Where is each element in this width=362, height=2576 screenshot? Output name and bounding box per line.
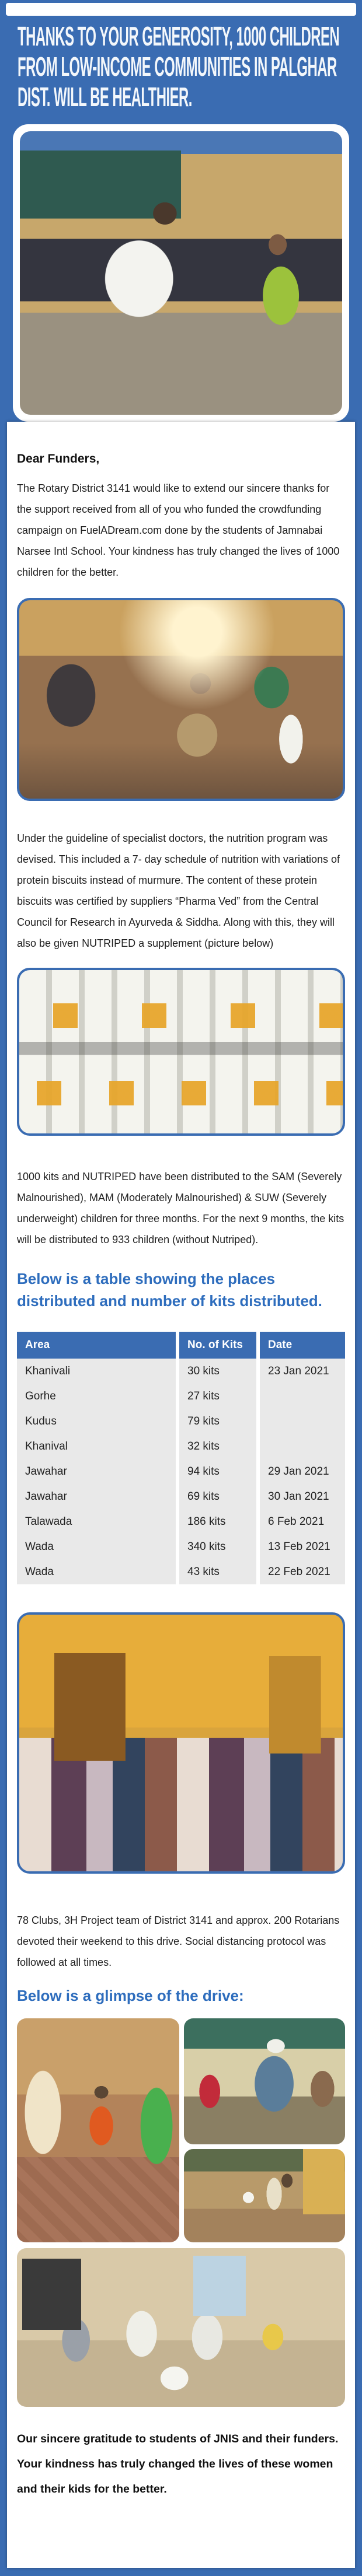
cell-area: Gorhe <box>17 1384 176 1409</box>
drive-photo-collage <box>17 2018 345 2242</box>
photo-rotarians-group <box>17 1612 345 1874</box>
cell-kits: 94 kits <box>179 1459 256 1484</box>
cell-kits: 69 kits <box>179 1484 256 1509</box>
table-row <box>17 1509 345 1534</box>
photo-volunteer-with-children <box>184 2018 345 2144</box>
table-section-heading: Below is a table showing the places distributed and number of kits distributed. <box>17 1270 322 1310</box>
cell-area: Jawahar <box>17 1459 176 1484</box>
cell-kits: 79 kits <box>179 1409 256 1434</box>
cell-kits: 30 kits <box>179 1359 256 1384</box>
cell-area: Talawada <box>17 1509 176 1534</box>
column-header-date: Date <box>260 1332 345 1359</box>
top-white-strip <box>6 3 356 16</box>
table-row <box>17 1459 345 1484</box>
cell-area: Jawahar <box>17 1484 176 1509</box>
cell-area: Kudus <box>17 1409 176 1434</box>
paragraph-nutrition-program: Under the guideline of specialist doctors, the nutrition program was devised. This included a 7- day schedule of nutrition with variations of protein biscuits instead of murmure. The content of these protein biscuits was certified by suppliers “Pharma Ved” from the Central Council for Research in Ayurveda & Siddha. Along with this, they will also be given NUTRIPED a supplement (picture below) <box>17 832 340 949</box>
closing-gratitude: Our sincere gratitude to students of JNIS and their funders. Your kindness has truly changed the lives of these women and their kids for the better. <box>17 2432 339 2496</box>
table-row <box>17 1384 345 1409</box>
cell-date: 6 Feb 2021 <box>260 1509 345 1534</box>
photo-nutriped-bottles <box>17 968 345 1136</box>
collage-right-column <box>184 2018 345 2242</box>
table-header-row <box>17 1332 345 1359</box>
headline-line-2: FROM LOW-INCOME COMMUNITIES IN PALGHAR <box>18 51 337 82</box>
table-row <box>17 1484 345 1509</box>
glimpse-heading: Below is a glimpse of the drive: <box>17 1987 244 2004</box>
cell-date: 13 Feb 2021 <box>260 1534 345 1559</box>
content-panel <box>7 422 355 2568</box>
headline-line-1: THANKS TO YOUR GENEROSITY, 1000 CHILDREN <box>18 21 340 51</box>
cell-area: Wada <box>17 1534 176 1559</box>
greeting: Dear Funders, <box>17 452 100 466</box>
cell-date: 22 Feb 2021 <box>260 1559 345 1584</box>
cell-kits: 43 kits <box>179 1559 256 1584</box>
cell-kits: 32 kits <box>179 1434 256 1459</box>
kits-distribution-table <box>17 1332 345 1584</box>
cell-area: Khanival <box>17 1434 176 1459</box>
cell-date <box>260 1384 345 1409</box>
column-header-area: Area <box>17 1332 176 1359</box>
cell-kits: 27 kits <box>179 1384 256 1409</box>
cell-date <box>260 1409 345 1434</box>
headline-line-3: DIST. WILL BE HEALTHIER. <box>18 82 192 112</box>
table-row <box>17 1559 345 1584</box>
cell-date: 23 Jan 2021 <box>260 1359 345 1384</box>
cell-date <box>260 1434 345 1459</box>
table-row <box>17 1434 345 1459</box>
cell-kits: 340 kits <box>179 1534 256 1559</box>
photo-child-weighing-scale <box>17 2018 179 2242</box>
column-header-kits: No. of Kits <box>179 1332 256 1359</box>
cell-area: Wada <box>17 1559 176 1584</box>
photo-children-gathering <box>17 598 345 801</box>
table-body <box>17 1359 345 1584</box>
table-row <box>17 1409 345 1434</box>
paragraph-thanks: The Rotary District 3141 would like to extend our sincere thanks for the support received from all of you who funded the crowdfunding campaign on FuelADream.com done by the students of Jamnabai Narsee Intl School. Your kindness has truly changed the lives of 1000 children for the better. <box>17 482 340 578</box>
page-headline <box>18 21 356 112</box>
paragraph-kits-distribution: 1000 kits and NUTRIPED have been distributed to the SAM (Severely Malnourished), MAM (Moderately Malnourished) & SUW (Severely underweight) children for three months. For the next 9 months, the kits will be distributed to 933 children (without Nutriped). <box>17 1171 344 1245</box>
paragraph-clubs-rotarians: 78 Clubs, 3H Project team of District 3141 and approx. 200 Rotarians devoted their weekend to this drive. Social distancing protocol was followed at all times. <box>17 1915 340 1968</box>
photo-indoor-distribution <box>17 2248 345 2407</box>
cell-area: Khanivali <box>17 1359 176 1384</box>
cell-kits: 186 kits <box>179 1509 256 1534</box>
table-row <box>17 1359 345 1384</box>
hero-photo-card <box>13 124 349 422</box>
photo-mother-carrying-kit <box>184 2149 345 2242</box>
cell-date: 30 Jan 2021 <box>260 1484 345 1509</box>
cell-date: 29 Jan 2021 <box>260 1459 345 1484</box>
photo-kit-handover-to-child <box>20 131 342 415</box>
table-row <box>17 1534 345 1559</box>
